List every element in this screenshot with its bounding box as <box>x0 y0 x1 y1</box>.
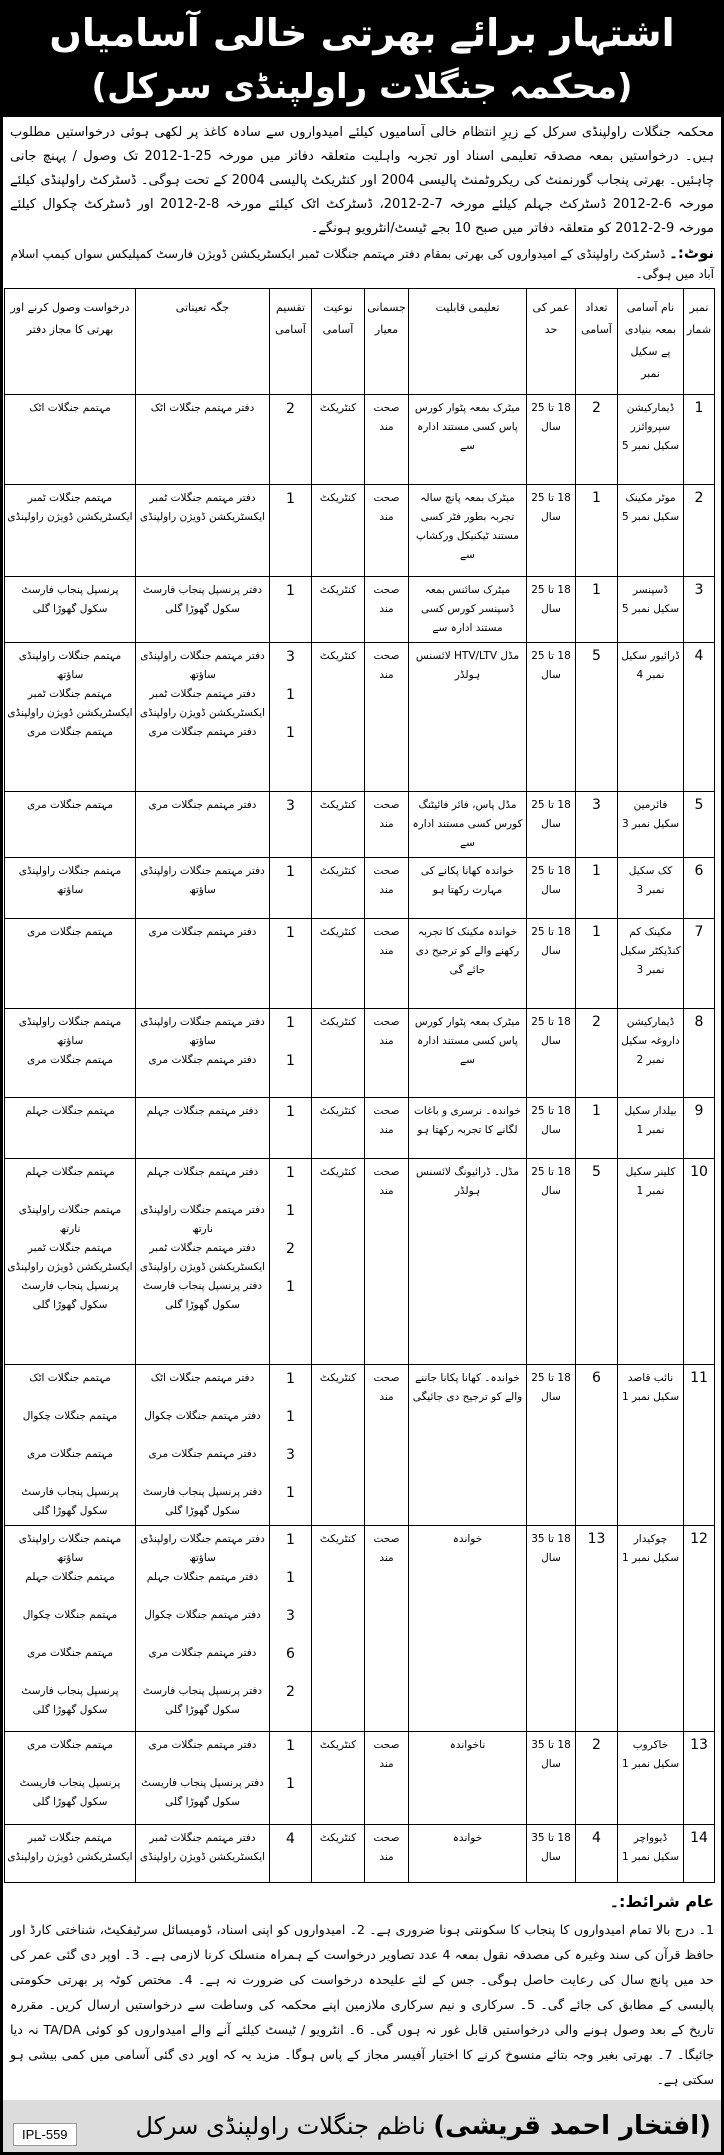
serial-number: 5 <box>684 792 715 858</box>
serial-number: 9 <box>684 1098 715 1159</box>
age-limit: 18 تا 25 سال <box>527 919 576 1009</box>
posting-office: دفتر مہتمم جنگلات مری <box>148 1054 257 1066</box>
posting-place <box>136 1732 270 1825</box>
serial-number: 12 <box>684 1526 715 1732</box>
serial-number: 2 <box>684 485 715 577</box>
distribution-count: 1 <box>286 491 295 507</box>
posting-office: دفتر مہتمم جنگلات جہلم <box>146 1105 259 1117</box>
posting-office: دفتر مہتمم جنگلات مری <box>148 1448 257 1460</box>
posting-office: دفتر مہتمم جنگلات راولپنڈی ساؤتھ <box>140 1533 265 1564</box>
post-count: 2 <box>576 1732 618 1825</box>
column-header: جسمانی معیار <box>365 289 409 395</box>
posting-place <box>136 577 270 643</box>
age-limit: 18 تا 25 سال <box>527 1098 576 1159</box>
distribution-count: 1 <box>286 1203 295 1219</box>
conditions-text: 1۔ درج بالا تمام امیدواروں کا پنجاب کا سکونتی ہونا ضروری ہے۔ 2۔ امیدواروں کو اپنی اسناد، ڈومیسائل سرٹیفکیٹ، شناختی کارڈ اور حافظ قرآن کی سند وغیرہ کی مصدقہ نقول بمعہ 4 عدد تصاویر درخواست کے ہمراہ منسلک کرنا لازمی ہے۔ 3۔ اوپر دی گئی عمر کی حد میں پانچ سال کی رعایت حاصل ہوگی۔ جس کے لئے علیحدہ درخواست کی ضرورت نہ ہے۔ 4۔ مختص کوٹہ پر بھرتی حکومتی پالیسی کے مطابق کی جائے گی۔ 5۔ سرکاری و نیم سرکاری ملازمین اپنے محکمہ کی وساطت سے درخواستیں ارسال کریں۔ مقررہ تاریخ کے بعد وصول ہونے والی درخواستیں قابل غور نہ ہوں گی۔ 6۔ انٹرویو / ٹیسٹ کیلئے آنے والے امیدواروں کو کوئی TA/DA نہ دیا جائیگا۔ 7۔ بھرتی بغیر وجہ بتائے منسوخ کرنے کا اختیار آفیسر مجاز کے پاس ہوگا۔ مزید یہ کہ اوپر دی گئی آسامی میں کمی بیشی ہو سکتی ہے۔ <box>10 1922 715 2087</box>
physical-standard: صحت مند <box>365 1098 409 1159</box>
signature-footer <box>3 2098 721 2152</box>
table-row <box>5 1365 715 1526</box>
post-type: کنٹریکٹ <box>312 485 365 577</box>
column-header: جگہ تعیناتی <box>136 289 270 395</box>
posting-office: دفتر مہتمم جنگلات ٹمبر ایکسٹریکشن ڈویژن راولپنڈی <box>139 688 266 719</box>
column-header: نمبر شمار <box>684 289 715 395</box>
physical-standard: صحت مند <box>365 643 409 792</box>
serial-number: 4 <box>684 643 715 792</box>
authority-office: پرنسپل پنجاب فارسٹ سکول گھوڑا گلی <box>21 1486 119 1517</box>
distribution-count: 1 <box>286 1485 295 1501</box>
ad-banner <box>3 3 721 117</box>
age-limit: 18 تا 35 سال <box>527 1526 576 1732</box>
authority-office: مہتمم جنگلات جہلم <box>25 1166 115 1178</box>
column-header: نوعیت آسامی <box>312 289 365 395</box>
post-name: فائرمین سکیل نمبر 3 <box>618 792 684 858</box>
posting-place <box>136 485 270 577</box>
physical-standard: صحت مند <box>365 1526 409 1732</box>
posting-office: دفتر مہتمم جنگلات ٹمبر ایکسٹریکشن ڈویژن راولپنڈی <box>139 1242 266 1273</box>
ad-title: اشتہار برائے بھرتی خالی آسامیاں <box>49 11 675 55</box>
appointing-office <box>5 1098 136 1159</box>
posting-office: دفتر مہتمم جنگلات راولپنڈی نارتھ <box>140 1204 265 1235</box>
physical-standard: صحت مند <box>365 792 409 858</box>
post-count: 5 <box>576 1159 618 1365</box>
signatory <box>135 2109 711 2143</box>
post-distribution <box>270 485 312 577</box>
appointing-office <box>5 643 136 792</box>
posting-office: دفتر پرنسپل پنجاب فارسٹ سکول گھوڑا گلی <box>142 1685 263 1716</box>
post-type: کنٹریکٹ <box>312 1365 365 1526</box>
post-name: مکینک کم کنڈیکٹر سکیل نمبر 3 <box>618 919 684 1009</box>
appointing-office <box>5 919 136 1009</box>
distribution-count: 1 <box>286 1409 295 1425</box>
serial-number: 7 <box>684 919 715 1009</box>
post-count: 4 <box>576 1825 618 1883</box>
qualification: خواندہ <box>409 1526 527 1732</box>
authority-office: مہتمم جنگلات راولپنڈی ساؤتھ <box>18 650 122 681</box>
post-distribution <box>270 1365 312 1526</box>
authority-office: مہتمم جنگلات جہلم <box>25 1571 115 1583</box>
distribution-count: 1 <box>286 1532 295 1548</box>
post-type: کنٹریکٹ <box>312 395 365 485</box>
table-row <box>5 1526 715 1732</box>
post-count: 1 <box>576 485 618 577</box>
post-name: ڈرائیور سکیل نمبر 4 <box>618 643 684 792</box>
physical-standard: صحت مند <box>365 1365 409 1526</box>
distribution-count: 3 <box>286 649 295 665</box>
authority-office: پرنسپل پنجاب فارسٹ سکول گھوڑا گلی <box>21 1685 119 1716</box>
table-row <box>5 485 715 577</box>
qualification: میٹرک سائنس بمعہ ڈسپنسر کورس کسی مستند ادارہ سے <box>409 577 527 643</box>
column-header: عمر کی حد <box>527 289 576 395</box>
posting-office: دفتر مہتمم جنگلات ٹمبر ایکسٹریکشن ڈویژن راولپنڈی <box>139 492 266 523</box>
serial-number: 6 <box>684 858 715 919</box>
table-row <box>5 1159 715 1365</box>
distribution-count: 1 <box>286 1776 295 1792</box>
age-limit: 18 تا 25 سال <box>527 643 576 792</box>
post-type: کنٹریکٹ <box>312 1732 365 1825</box>
qualification: خواندہ مکینک کا تجربہ رکھنے والے کو ترجیح دی جائے گی <box>409 919 527 1009</box>
post-type: کنٹریکٹ <box>312 919 365 1009</box>
authority-office: پرنسپل پنجاب فارسٹ سکول گھوڑا گلی <box>21 584 119 615</box>
age-limit: 18 تا 25 سال <box>527 792 576 858</box>
posting-office: دفتر مہتمم جنگلات مری <box>148 1647 257 1659</box>
table-row <box>5 1098 715 1159</box>
post-count: 13 <box>576 1526 618 1732</box>
physical-standard: صحت مند <box>365 485 409 577</box>
general-conditions <box>10 1887 714 2092</box>
post-distribution <box>270 643 312 792</box>
physical-standard: صحت مند <box>365 1825 409 1883</box>
appointing-office <box>5 1009 136 1098</box>
physical-standard: صحت مند <box>365 919 409 1009</box>
distribution-count: 1 <box>286 725 295 741</box>
post-count: 5 <box>576 643 618 792</box>
table-row <box>5 643 715 792</box>
appointing-office <box>5 485 136 577</box>
column-header: تعداد آسامی <box>576 289 618 395</box>
posting-office: دفتر پرنسپل پنجاب فارسٹ سکول گھوڑا گلی <box>142 1486 263 1517</box>
qualification: میٹرک بمعہ پٹوار کورس پاس کسی مستند ادارہ سے <box>409 1009 527 1098</box>
appointing-office <box>5 1365 136 1526</box>
authority-office: مہتمم جنگلات راولپنڈی ساؤتھ <box>18 1016 122 1047</box>
post-type: کنٹریکٹ <box>312 1825 365 1883</box>
posting-office: دفتر مہتمم جنگلات راولپنڈی ساؤتھ <box>140 1016 265 1047</box>
distribution-count: 1 <box>286 687 295 703</box>
age-limit: 18 تا 25 سال <box>527 485 576 577</box>
posting-place <box>136 1825 270 1883</box>
note-label: نوٹ:۔ <box>669 244 714 262</box>
table-row <box>5 1009 715 1098</box>
distribution-count: 6 <box>286 1646 295 1662</box>
table-row <box>5 1732 715 1825</box>
post-distribution <box>270 1825 312 1883</box>
signatory-designation: ناظم جنگلات راولپنڈی سرکل <box>135 2112 426 2140</box>
distribution-count: 1 <box>286 1104 295 1120</box>
posting-office: دفتر مہتمم جنگلات اٹک <box>150 1372 255 1384</box>
distribution-count: 1 <box>286 583 295 599</box>
distribution-count: 1 <box>286 1053 295 1069</box>
post-type: کنٹریکٹ <box>312 792 365 858</box>
post-name: ڈسپنسر سکیل نمبر 5 <box>618 577 684 643</box>
post-name: موٹر مکینک سکیل نمبر 5 <box>618 485 684 577</box>
appointing-office <box>5 858 136 919</box>
table-row <box>5 395 715 485</box>
posting-office: دفتر مہتمم جنگلات مری <box>148 799 257 811</box>
post-distribution <box>270 1732 312 1825</box>
posting-office: دفتر مہتمم جنگلات جہلم <box>146 1166 259 1178</box>
authority-office: مہتمم جنگلات مری <box>27 726 113 738</box>
appointing-office <box>5 1732 136 1825</box>
authority-office: مہتمم جنگلات مری <box>27 1739 113 1751</box>
post-distribution <box>270 1159 312 1365</box>
distribution-count: 1 <box>286 864 295 880</box>
authority-office: مہتمم جنگلات ٹمبر ایکسٹریکشن ڈویژن راولپنڈی <box>7 1832 133 1863</box>
column-header: نام آسامی بمعہ بنیادی پے سکیل نمبر <box>618 289 684 395</box>
physical-standard: صحت مند <box>365 1159 409 1365</box>
authority-office: مہتمم جنگلات چکوال <box>22 1410 118 1422</box>
authority-office: مہتمم جنگلات راولپنڈی ساؤتھ <box>18 865 122 896</box>
column-header: تقسیم آسامی <box>270 289 312 395</box>
physical-standard: صحت مند <box>365 577 409 643</box>
posting-office: دفتر مہتمم جنگلات راولپنڈی ساؤتھ <box>140 650 265 681</box>
serial-number: 11 <box>684 1365 715 1526</box>
posting-place <box>136 858 270 919</box>
authority-office: مہتمم جنگلات جہلم <box>25 1105 115 1117</box>
conditions-title: عام شرائط:۔ <box>609 1892 714 1911</box>
table-row <box>5 919 715 1009</box>
posting-place <box>136 395 270 485</box>
distribution-count: 1 <box>286 925 295 941</box>
posting-place <box>136 919 270 1009</box>
ad-reference: IPL-559 <box>13 2123 77 2146</box>
authority-office: مہتمم جنگلات مری <box>27 1448 113 1460</box>
serial-number: 3 <box>684 577 715 643</box>
column-header: تعلیمی قابلیت <box>409 289 527 395</box>
note <box>10 243 714 284</box>
qualification: میٹرک بمعہ پانچ سالہ تجربہ بطور فٹر کسی مستند ٹیکنیکل ورکشاپ سے <box>409 485 527 577</box>
intro-paragraph: محکمہ جنگلات راولپنڈی سرکل کے زیرِ انتظام خالی آسامیوں کیلئے امیدواروں سے سادہ کاغذ پر لکھی ہوئی درخواستیں مطلوب ہیں۔ درخواستیں بمعہ مصدقہ تعلیمی اسناد اور تجربہ واہلیت متعلقہ دفاتر میں مورخہ 25-1-2012 تک وصول / پہنچ جانی چاہئیں۔ بھرتی پنجاب گورنمنٹ کی ریکروٹمنٹ پالیسی 2004 اور کنٹریکٹ پالیسی 2004 کے تحت ہوگی۔ ڈسٹرکٹ راولپنڈی کیلئے مورخہ 6-2-2012 ڈسٹرکٹ جہلم کیلئے مورخہ 7-2-2012، ڈسٹرکٹ اٹک کیلئے مورخہ 8-2-2012 اور ڈسٹرکٹ چکوال کیلئے مورخہ 9-2-2012 کو متعلقہ دفاتر میں صبح 10 بجے ٹیسٹ/انٹرویو ہونگے۔ <box>10 125 714 236</box>
authority-office: پرنسپل پنجاب فارسٹ سکول گھوڑا گلی <box>21 1280 119 1311</box>
table-row <box>5 577 715 643</box>
post-distribution <box>270 1009 312 1098</box>
distribution-count: 2 <box>286 1241 295 1257</box>
posting-office: دفتر مہتمم جنگلات اٹک <box>150 402 255 414</box>
post-name: بیلدار سکیل نمبر 1 <box>618 1098 684 1159</box>
authority-office: مہتمم جنگلات اٹک <box>29 1372 111 1384</box>
post-distribution <box>270 1098 312 1159</box>
physical-standard: صحت مند <box>365 395 409 485</box>
appointing-office <box>5 395 136 485</box>
posting-place <box>136 1009 270 1098</box>
post-count: 2 <box>576 1009 618 1098</box>
post-name: خاکروب سکیل نمبر 1 <box>618 1732 684 1825</box>
serial-number: 14 <box>684 1825 715 1883</box>
physical-standard: صحت مند <box>365 1009 409 1098</box>
posting-office: دفتر مہتمم جنگلات مری <box>148 926 257 938</box>
distribution-count: 1 <box>286 1015 295 1031</box>
posting-office: دفتر مہتمم جنگلات مری <box>148 1739 257 1751</box>
posting-place <box>136 1526 270 1732</box>
authority-office: مہتمم جنگلات چکوال <box>22 1609 118 1621</box>
age-limit: 18 تا 25 سال <box>527 1365 576 1526</box>
appointing-office <box>5 792 136 858</box>
post-name: ڈیوواچر سکیل نمبر 1 <box>618 1825 684 1883</box>
authority-office: مہتمم جنگلات اٹک <box>29 402 111 414</box>
post-name: ڈیمارکیشن داروغہ سکیل نمبر 2 <box>618 1009 684 1098</box>
serial-number: 13 <box>684 1732 715 1825</box>
authority-office: پرنسپل پنجاب فاریسٹ سکول گھوڑا گلی <box>19 1777 121 1808</box>
post-distribution <box>270 919 312 1009</box>
posting-place <box>136 1098 270 1159</box>
posting-office: دفتر مہتمم جنگلات چکوال <box>144 1410 261 1422</box>
age-limit: 18 تا 25 سال <box>527 1009 576 1098</box>
post-type: کنٹریکٹ <box>312 1009 365 1098</box>
distribution-count: 2 <box>286 1684 295 1700</box>
age-limit: 18 تا 35 سال <box>527 1825 576 1883</box>
table-row <box>5 792 715 858</box>
posting-office: دفتر مہتمم جنگلات مری <box>148 726 257 738</box>
posting-office: دفتر پرنسپل پنجاب فارسٹ سکول گھوڑا گلی <box>142 1280 263 1311</box>
post-name: کلینر سکیل نمبر 1 <box>618 1159 684 1365</box>
post-type: کنٹریکٹ <box>312 577 365 643</box>
posting-office: دفتر مہتمم جنگلات جہلم <box>146 1571 259 1583</box>
post-count: 1 <box>576 1098 618 1159</box>
post-type: کنٹریکٹ <box>312 1159 365 1365</box>
authority-office: مہتمم جنگلات راولپنڈی ساؤتھ <box>18 1533 122 1564</box>
serial-number: 1 <box>684 395 715 485</box>
qualification: خواندہ <box>409 1825 527 1883</box>
qualification: خواندہ کھانا پکانے کی مہارت رکھتا ہو <box>409 858 527 919</box>
post-name: نائب قاصد سکیل نمبر 1 <box>618 1365 684 1526</box>
posting-office: دفتر مہتمم جنگلات چکوال <box>144 1609 261 1621</box>
post-type: کنٹریکٹ <box>312 643 365 792</box>
authority-office: مہتمم جنگلات مری <box>27 926 113 938</box>
column-header: درخواست وصول کرنے اور بھرتی کا مجاز دفتر <box>5 289 136 395</box>
age-limit: 18 تا 35 سال <box>527 1732 576 1825</box>
distribution-count: 1 <box>286 1279 295 1295</box>
authority-office: مہتمم جنگلات مری <box>27 1054 113 1066</box>
distribution-count: 3 <box>286 798 295 814</box>
posting-office: دفتر پرنسپل پنجاب فاریسٹ سکول گھوڑا گلی <box>141 1777 264 1808</box>
post-name: کک سکیل نمبر 3 <box>618 858 684 919</box>
post-distribution <box>270 858 312 919</box>
distribution-count: 1 <box>286 1165 295 1181</box>
posting-place <box>136 792 270 858</box>
posting-office: دفتر پرنسپل پنجاب فارسٹ سکول گھوڑا گلی <box>142 584 263 615</box>
authority-office: مہتمم جنگلات ٹمبر ایکسٹریکشن ڈویژن راولپنڈی <box>7 1242 133 1273</box>
posting-place <box>136 643 270 792</box>
qualification: مڈل HTV/LTV لائسنس ہولڈر <box>409 643 527 792</box>
distribution-count: 3 <box>286 1447 295 1463</box>
post-count: 1 <box>576 919 618 1009</box>
vacancy-table <box>4 288 715 1883</box>
posting-office: دفتر مہتمم جنگلات راولپنڈی ساؤتھ <box>140 865 265 896</box>
signatory-name: (افتخار احمد قریشی) <box>433 2111 711 2141</box>
qualification: ناخواندہ <box>409 1732 527 1825</box>
distribution-count: 4 <box>286 1831 295 1847</box>
physical-standard: صحت مند <box>365 858 409 919</box>
posting-office: دفتر مہتمم جنگلات ٹمبر ایکسٹریکشن ڈویژن راولپنڈی <box>139 1832 266 1863</box>
table-header-row <box>5 289 715 395</box>
appointing-office <box>5 1526 136 1732</box>
post-type: کنٹریکٹ <box>312 1098 365 1159</box>
distribution-count: 1 <box>286 1570 295 1586</box>
post-count: 2 <box>576 395 618 485</box>
post-count: 1 <box>576 858 618 919</box>
post-count: 1 <box>576 577 618 643</box>
distribution-count: 1 <box>286 1738 295 1754</box>
authority-office: مہتمم جنگلات مری <box>27 799 113 811</box>
authority-office: مہتمم جنگلات ٹمبر ایکسٹریکشن ڈویژن راولپنڈی <box>7 688 133 719</box>
age-limit: 18 تا 25 سال <box>527 577 576 643</box>
post-distribution <box>270 395 312 485</box>
post-name: چوکیدار سکیل نمبر 1 <box>618 1526 684 1732</box>
post-count: 3 <box>576 792 618 858</box>
post-type: کنٹریکٹ <box>312 858 365 919</box>
qualification: مڈل پاس، فائر فائیٹنگ کورس کسی مستند ادارہ سے <box>409 792 527 858</box>
table-row <box>5 1825 715 1883</box>
post-distribution <box>270 577 312 643</box>
post-distribution <box>270 792 312 858</box>
authority-office: مہتمم جنگلات ٹمبر ایکسٹریکشن ڈویژن راولپنڈی <box>7 492 133 523</box>
appointing-office <box>5 1825 136 1883</box>
post-distribution <box>270 1526 312 1732</box>
post-type: کنٹریکٹ <box>312 1526 365 1732</box>
appointing-office <box>5 577 136 643</box>
age-limit: 18 تا 25 سال <box>527 395 576 485</box>
table-row <box>5 858 715 919</box>
posting-place <box>136 1159 270 1365</box>
post-name: ڈیمارکیشن سپروائزر سکیل نمبر 5 <box>618 395 684 485</box>
authority-office: مہتمم جنگلات مری <box>27 1647 113 1659</box>
note-text: ڈسٹرکٹ راولپنڈی کے امیدواروں کی بھرتی بمقام دفتر مہتمم جنگلات ٹمبر ایکسٹریکشن ڈویژن فارسٹ کمپلیکس سواں کیمپ اسلام آباد میں ہوگی۔ <box>10 247 714 281</box>
department-title: (محکمہ جنگلات راولپنڈی سرکل) <box>91 67 633 107</box>
posting-place <box>136 1365 270 1526</box>
distribution-count: 2 <box>286 401 295 417</box>
distribution-count: 1 <box>286 1371 295 1387</box>
age-limit: 18 تا 25 سال <box>527 1159 576 1365</box>
post-count: 6 <box>576 1365 618 1526</box>
appointing-office <box>5 1159 136 1365</box>
qualification: مڈل۔ ڈرائیونگ لائسنس ہولڈر <box>409 1159 527 1365</box>
distribution-count: 3 <box>286 1608 295 1624</box>
qualification: خواندہ۔ کھانا پکانا جاننے والے کو ترجیح دی جائیگی <box>409 1365 527 1526</box>
qualification: خواندہ۔ نرسری و باغات لگانے کا تجربہ رکھتا ہو <box>409 1098 527 1159</box>
age-limit: 18 تا 25 سال <box>527 858 576 919</box>
serial-number: 10 <box>684 1159 715 1365</box>
serial-number: 8 <box>684 1009 715 1098</box>
authority-office: مہتمم جنگلات راولپنڈی نارتھ <box>18 1204 122 1235</box>
physical-standard: صحت مند <box>365 1732 409 1825</box>
qualification: میٹرک بمعہ پٹوار کورس پاس کسی مستند ادارہ سے <box>409 395 527 485</box>
